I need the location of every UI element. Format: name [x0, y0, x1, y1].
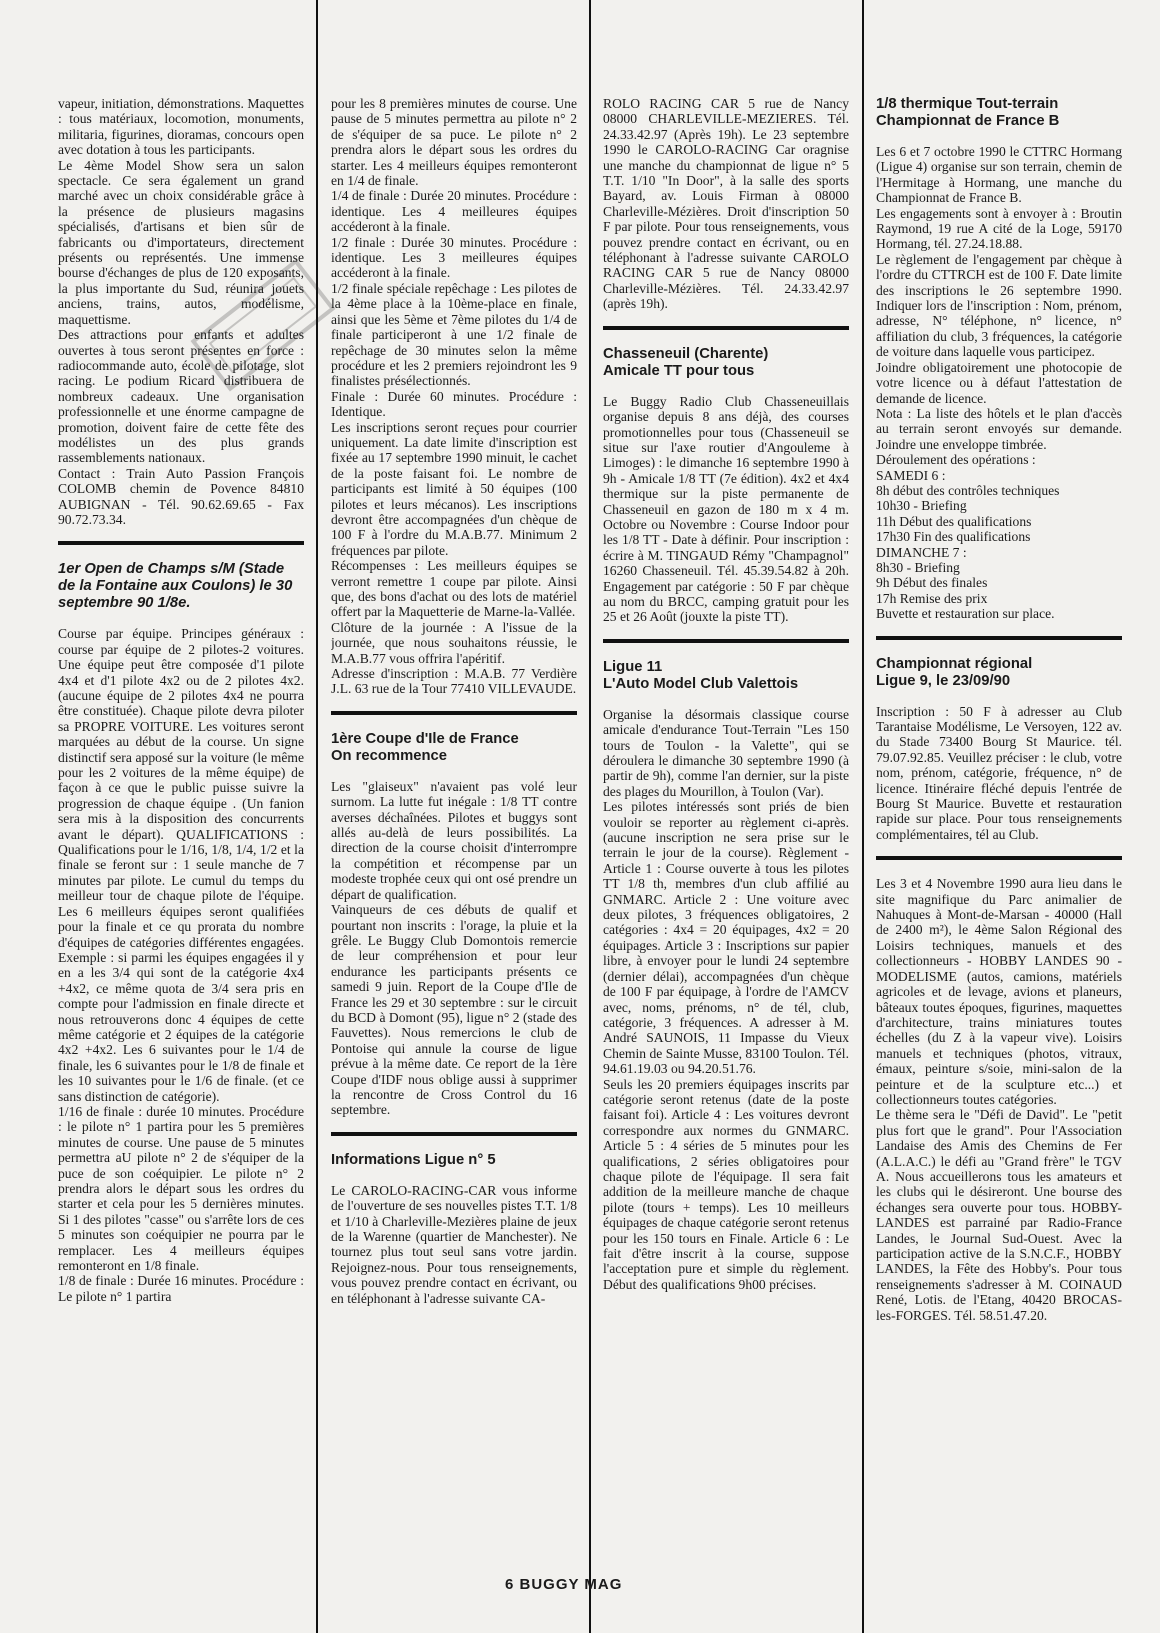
ligue-5-continued: ROLO RACING CAR 5 rue de Nancy 08000 CHARLEVILLE-MEZIERES. Tél. 24.33.42.97 (Après 19h). Le 23 septembre 1990 le CAROLO-RACING Car oragnise une manche du championnat de ligue n° 5 T.T. 1/10 "In Door", à la salle des sports Bayard, av. Louis Firman à 08000 Charleville-Mézières. Droit d'inscription 50 F par pilote. Pour tous renseignements, vous pouvez prendre contact en écrivant, ou en téléphonant à l'adresse suivante CAROLO RACING CAR 5 rue de Nancy 08000 Charleville-Mézières. Tél. 24.33.42.97 (après 19h).: [603, 96, 849, 312]
open-de-champs-continued: pour les 8 premières minutes de course. Une pause de 5 minutes permettra au pilote n° 2 de s'équiper de sa puce. Le pilote n° 2 prendra alors le départ sous les ordres du starter. Les 4 meilleurs équipes remonteront en 1/4 de finale. 1/4 de finale : Durée 20 minutes. Procédure : identique. Les 4 meilleures équipes accéderont à la finale. 1/2 finale : Durée 30 minutes. Procédure : identique. Les 3 meilleures équipes accéderont à la finale. 1/2 finale spéciale repêchage : Les pilotes de la 4ème place à la 10ème-place en finale, ainsi que les 5ème et 7ème pilotes du 1/4 de finale participeront à une 1/2 finale de repêchage de 30 minutes selon la même procédure et les 2 premiers rejoindront les 9 finalistes présélectionnés. Finale : Durée 60 minutes. Procédure : Identique. Les inscriptions seront reçues pour courrier uniquement. La date limite d'inscription est fixée au 17 septembre 1990 minuit, le cachet de la poste faisant foi. Le nombre de participants est limité à 50 équipes (100 pilotes et leurs mécanos). Les inscriptions devront être accompagnées d'un chèque de 100 F à l'ordre du M.A.B.77. Minimum 2 fréquences par pilote. Récompenses : Les meilleurs équipes se verront remettre 1 coupe par pilote. Ainsi que, des bons d'achat ou des lots de matériel offert par la Maquetterie de Marne-la-Vallée. Clôture de la journée : A l'issue de la journée, que nous souhaitons réussie, le M.A.B.77 vous offrira l'apéritif. Adresse d'inscription : M.A.B. 77 Verdière J.L. 63 rue de la Tour 77410 VILLEVAUDE.: [331, 96, 577, 697]
open-de-champs-body: Course par équipe. Principes généraux : course par équipe de 2 pilotes-2 voitures. Une équipe peut être composée d'1 pilote 4x4 et d'1 pilote 4x2 ou de 2 pilotes 4x2. (aucune équipe de 2 pilotes 4x4 ne pourra être constituée). Chaque pilote devra piloter sa PROPRE VOITURE. Les voitures seront marquées au début de la course. Un signe distinctif sera apposé sur la voiture (le même pour les 2 voitures de la même équipe) de façon à ce que le public puisse suivre la progression de chaque équipe . (Un fanion sera mis à la disposition des concurrents avant le départ). QUALIFICATIONS : Qualifications pour le 1/16, 1/8, 1/4, 1/2 et la finale se feront sur : 1 seule manche de 7 minutes par pilote. Le cumul du temps du meilleur tour de chaque pilote de l'équipe. Les 6 meilleurs équipes seront qualifiées pour la finale et ce qu prorata du nombre d'équipes de catégories différentes engagées. Exemple : si parmi les équipes engagées il y en a les 3/4 qui sont de la catégorie 4x4 +4x2, ce même quota de 3/4 sera pris en compte pour l'admission en finale directe et nous retrouverons donc 4 équipes de cette même catégorie et 2 équipes de la catégorie 4x2 +4x2. Les 6 suivantes pour le 1/4 de finale, les 6 suivantes pour le 1/8 de finale et les 10 suivantes pour le 1/6 de finale. (et ce sans distinction de catégorie). 1/16 de finale : durée 10 minutes. Procédure : le pilote n° 1 partira pour les 5 premières minutes de course. Une pause de 5 minutes permettra aU pilote n° 2 de s'équiper de la puce de son coéquipier. Le pilote n° 2 prendra alors le départ sous les ordres du starter et cela pour les 5 dernières minutes. Si 1 des pilotes "casse" ou s'arrête lors de ces 5 minutes son coéquipier ne pourra par le remplacer. Les 4 meilleurs équipes remonteront en 1/8 finale. 1/8 de finale : Durée 16 minutes. Procédure : Le pilote n° 1 partira: [58, 626, 304, 1304]
column-3: [603, 96, 849, 1566]
championnat-de-france-b-heading: 1/8 thermique Tout-terrain Championnat de France B: [876, 96, 1060, 129]
section-divider: [603, 326, 849, 330]
ligue-11-heading: Ligue 11 L'Auto Model Club Valettois: [603, 658, 799, 692]
section-divider: [876, 636, 1122, 640]
section-divider: [603, 639, 849, 643]
section-divider: [876, 856, 1122, 860]
model-show-article-end: vapeur, initiation, démonstrations. Maquettes : tous matériaux, locomotion, monuments, militaria, figurines, dioramas, concours open avec dotation à tous les participants. Le 4ème Model Show sera un salon spectacle. Ce sera également un grand marché avec un choix considérable grâce à la présence de plusieurs magasins spécialisés, d'artisans et bien sûr de fabricants ou d'importateurs, directement présents ou représentés. Une immense bourse d'échanges de plus de 120 exposants, la plus importante du Sud, réunira jouets anciens, trains, autos, modélisme, maquettisme. Des attractions pour enfants et adultes ouvertes à tous seront présentes en force : radiocommande auto, école de pilotage, slot racing. Le podium Ricard distribuera de nombreux cadeaux. Une organisation professionnelle et une énorme campagne de promotion, doivent faire de cette fête des modélistes un des plus grands rassemblements nationaux. Contact : Train Auto Passion François COLOMB chemin de Povence 84810 AUBIGNAN - Tél. 90.62.69.65 - Fax 90.72.73.34.: [58, 96, 304, 527]
coupe-ile-de-france-heading: 1ère Coupe d'Ile de France On recommence: [331, 730, 519, 764]
coupe-ile-de-france-body: Les "glaiseux" n'avaient pas volé leur surnom. La lutte fut inégale : 1/8 TT contre averses déchaînées. Pilotes et buggys sont allés au-delà de leurs possibilités. La direction de la course choisit d'interrompre la compétition et récompense par un modeste trophée ceux qui ont osé prendre un départ de qualification. Vainqueurs de ces débuts de qualif et pourtant non inscrits : l'orage, la pluie et la grêle. Le Buggy Club Domontois remercie de leur compréhension et pour leur endurance les participants présents ce samedi 9 juin. Report de la Coupe d'Ile de France les 29 et 30 septembre : sur le circuit du BCD à Domont (95), ligue n° 2 (stade des Fauvettes). Nous remercions le club de Pontoise qui annule la course de ligue prévue à la même date. Ce report de la 1ère Coupe d'IDF nous oblige aussi à supprimer la rencontre de Cross Control du 16 septembre.: [331, 778, 577, 1118]
championnat-regional-body: Inscription : 50 F à adresser au Club Tarantaise Modélisme, Le Versoyen, 122 av. du Stade 73400 Bourg St Maurice. tél. 79.07.92.85. Veuillez préciser : le club, votre nom, prénom, catégorie, fréquence, n° de licence. Itinéraire fléché depuis l'entrée de Bourg St Maurice. Buvette et restauration rapide sur place. Pour tous renseignements complémentaires, tél au Club.: [876, 703, 1122, 842]
section-divider: [331, 711, 577, 715]
section-divider: [58, 541, 304, 545]
informations-ligue-5-heading: Informations Ligue n° 5: [331, 1151, 496, 1168]
championnat-regional-heading: Championnat régional Ligue 9, le 23/09/90: [876, 655, 1033, 689]
hobby-landes-body: Les 3 et 4 Novembre 1990 aura lieu dans le site magnifique du Parc animalier de Nahuques à Mont-de-Marsan - 40000 (Hall de 2400 m²), le 4ème Salon Régional des Loisirs techniques, manuels et des collectionneurs - HOBBY LANDES 90 - MODELISME (autos, camions, matériels agricoles et de levage, avions et planeurs, bâteaux toutes époques, figurines, maquettes d'architecture, trains miniatures toutes échelles (du Z à la vapeur vive). Loisirs manuels et techniques (photos, vitraux, émaux, peinture s/soie, mini-salon de la peinture et de la sculpture etc...) et collectionneurs toutes catégories. Le thème sera le "Défi de David". Le "petit plus fort que le grand". Pour l'Association Landaise des Amis des Chemins de Fer (A.L.A.C.) le défi au "Grand frère" le TGV A. Nous accueillerons tous les amateurs et les clubs qui le désireront. Une bourse des échanges sera ouverte pour tous. HOBBY-LANDES est parrainé par Radio-France Landes, le Journal Sud-Ouest. Avec la participation active de la S.N.C.F., HOBBY LANDES, la Fête des Hobby's. Pour tous renseignements s'adresser à M. COINAUD René, Lotis. de l'Etang, 40420 BROCAS-les-FORGES. Tél. 58.51.47.20.: [876, 876, 1122, 1323]
open-de-champs-heading: 1er Open de Champs s/M (Stade de la Fontaine aux Coulons) le 30 septembre 90 1/8e.: [58, 561, 293, 612]
chasseneuil-body: Le Buggy Radio Club Chasseneuillais organise depuis 8 ans déjà, des courses promotionnelles pour tous (Chasseneuil se situe sur l'axe routier d'Angouleme à Limoges) : le dimanche 16 septembre 1990 à 9h - Amicale 1/8 TT (7e édition). 4x2 et 4x4 thermique sur la piste permanente de Chasseneuil en gazon de 180 m x 4 m. Octobre ou Novembre : Course Indoor pour les 1/8 TT - Date à définir. Pour inscription : écrire à M. TINGAUD Rémy "Champagnol" 16260 Chasseneuil. Tél. 45.39.54.82 à 20h. Engagement par catégorie : 50 F par chèque au nom du BRCC, camping gratuit pour les 25 et 26 Août (jouxte la piste TT).: [603, 393, 849, 625]
column-1: [58, 96, 304, 1566]
chasseneuil-heading: Chasseneuil (Charente) Amicale TT pour tous: [603, 345, 769, 379]
column-rule: [862, 0, 864, 1633]
ligue-11-body: Organise la désormais classique course amicale d'endurance Tout-Terrain "Les 150 tours de Toulon - la Valette", qui se déroulera le dimanche 30 septembre 1990 (à partir de 9h), comme l'an dernier, sur la piste des plages du Mourillon, à Toulon (Var). Les pilotes intéressés sont priés de bien vouloir se reporter au règlement ci-après. (aucune inscription ne sera prise sur le terrain le jour de la course). Règlement - Article 1 : Course ouverte à tous les pilotes TT 1/8 th, membres d'un club affilié au GNMARC. Article 2 : Une voiture avec deux pilotes, 3 fréquences obligatoires, 2 catégories : 4x4 = 20 équipages, 4x2 = 20 équipages. Article 3 : Inscriptions sur papier libre, à envoyer pour le lundi 24 septembre (dernier délai), accompagnées d'un chèque de 100 F par équipage, à l'ordre de l'AMCV avec, noms, prénoms, n° de tél, club, catégorie, 3 fréquences. A adresser à M. André SAUNOIS, 11 Impasse du Vieux Chemin de Sainte Musse, 83100 Toulon. Tél. 94.61.19.03 ou 94.20.51.76. Seuls les 20 premiers équipages inscrits par catégorie seront retenus (date de la poste faisant foi). Article 4 : Les voitures devront correspondre aux normes du GNMARC. Article 5 : 4 séries de 5 minutes pour les qualifications, 2 séries obligatoires pour chaque pilote de l'équipage. Il sera fait addition de la meilleure manche de chaque pilote (tours + temps). Les 10 meilleurs équipages de chaque catégorie seront retenus pour les 150 tours en Finale. Article 6 : Le fait d'être inscrit à la course, suppose l'acceptation pure et simple du règlement. Début des qualifications 9h00 précises.: [603, 706, 849, 1292]
informations-ligue-5-body: Le CAROLO-RACING-CAR vous informe de l'ouverture de ses nouvelles pistes T.T. 1/8 et 1/10 à Charleville-Mezières plaine de jeux de la Warenne (quartier de Manchester). Ne tournez plus tout seul sans votre jardin. Rejoignez-nous. Pour tous renseignements, vous pouvez prendre contact en écrivant, ou en téléphonant à l'adresse suivante CA-: [331, 1182, 577, 1306]
championnat-de-france-b-body: Les 6 et 7 octobre 1990 le CTTRC Hormang (Ligue 4) organise sur son terrain, chemin de l'Hermitage à Hormang, une manche du Championnat de France B. Les engagements sont à envoyer à : Broutin Raymond, 19 rue A cité de la Loge, 59170 Hormang, tél. 27.24.18.88. Le règlement de l'engagement par chèque à l'ordre du CTTRCH est de 100 F. Date limite des inscriptions le 26 septembre 1990. Indiquer lors de l'inscription : Nom, prénom, adresse, N° téléphone, n° licence, n° affiliation du club, 3 fréquences, la catégorie de voiture dans laquelle vous participez. Joindre obligatoirement une photocopie de votre licence ou à défaut l'attestation de demande de licence. Nota : La liste des hôtels et le plan d'accès au terrain seront envoyés sur demande. Joindre une enveloppe timbrée. Déroulement des opérations : SAMEDI 6 : 8h début des contrôles techniques 10h30 - Briefing 11h Début des qualifications 17h30 Fin des qualifications DIMANCHE 7 : 8h30 - Briefing 9h Début des finales 17h Remise des prix Buvette et restauration sur place.: [876, 144, 1122, 622]
column-rule: [589, 0, 591, 1633]
page-footer: 6 BUGGY MAG: [505, 1576, 623, 1593]
column-4: [876, 96, 1122, 1566]
column-2: [331, 96, 577, 1566]
section-divider: [331, 1132, 577, 1136]
column-rule: [316, 0, 318, 1633]
